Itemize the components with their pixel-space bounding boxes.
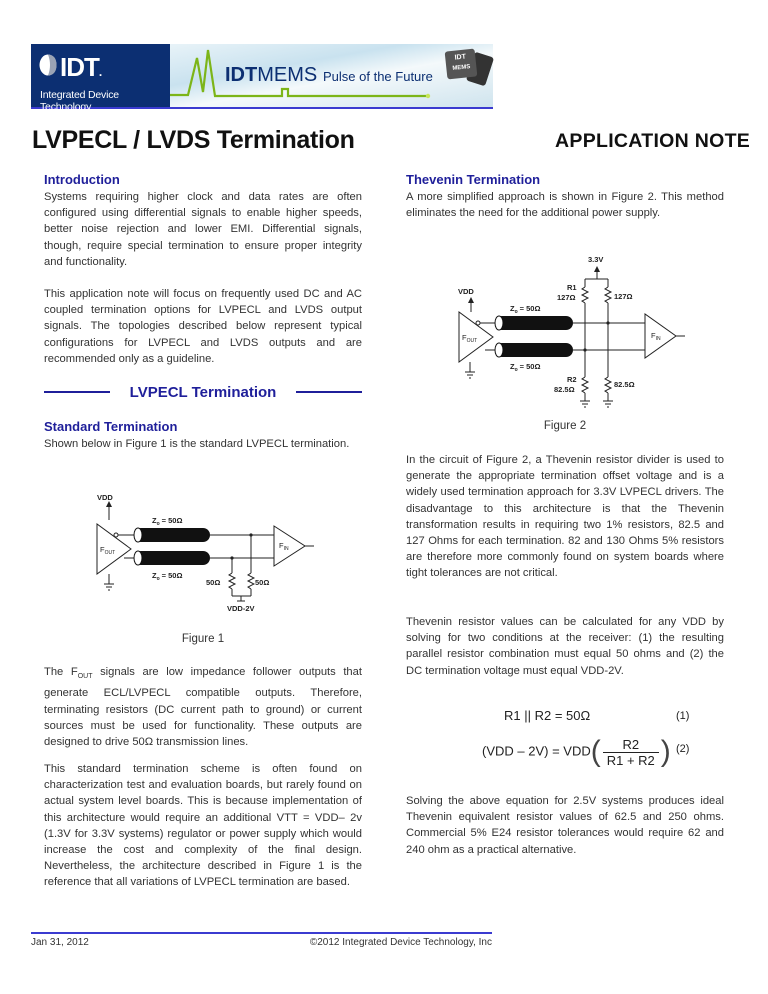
fin-label: $F_{IN}$ <box>651 331 661 342</box>
equation-2-lhs: (VDD – 2V) = VDD <box>482 743 591 759</box>
equation-1-number: (1) <box>676 710 690 722</box>
fout-label: $F_{OUT}$ <box>100 545 116 556</box>
page-title: LVPECL / LVDS Termination <box>32 126 355 154</box>
standard-termination-intro: Shown below in Figure 1 is the standard LVPECL termination. <box>44 438 350 450</box>
product-brand: IDTMEMS <box>225 64 318 86</box>
idt-logo-mark-icon <box>39 54 57 76</box>
chip-image-front <box>445 49 478 80</box>
chip-label-sub: MEMS <box>452 64 471 72</box>
logo-subtitle: Integrated Device Technology <box>40 89 119 113</box>
footer-copyright: ©2012 Integrated Device Technology, Inc <box>309 937 492 948</box>
thevenin-calc-paragraph: Thevenin resistor values can be calculated for any VDD by solving for two conditions at the receiver: (1) the resulting parallel resistor combination must equal 50 ohms and (2) the DC termination voltage must equal VDD-2V. <box>406 616 724 677</box>
impedance-label-bottom: $Z_o = 50\Omega$ <box>152 571 183 582</box>
standard-scheme-paragraph: This standard termination scheme is often found on characterization test and evaluation boards, but rarely found on actual system level boards. This is because implementation of this architecture would require an additional VTT = VDD– 2v (1.3V for 3.3V systems) regulator or power supply which would increase the cost and complexity of the final design. Nevertheless, the architecture described in Figure 1 is the reference that all variations of LVPECL termination are based. <box>44 763 362 889</box>
tagline: Pulse of the Future <box>323 69 433 84</box>
thevenin-intro: A more simplified approach is shown in Figure 2. This method eliminates the need for the additional power supply. <box>406 191 724 220</box>
fout-paragraph: The $F_{OUT}$ signals are low impedance follower outputs that generate ECL/LVPECL compatible outputs. Therefore, terminating resistors (DC current path to ground) or current sources must be used for functionality. These outputs are designed to drive 50Ω transmission lines. <box>44 666 362 749</box>
r2b-value: 82.5Ω <box>614 380 635 389</box>
r1-value: 127Ω <box>557 293 576 302</box>
equation-2-number: (2) <box>676 743 690 755</box>
heading-thevenin-termination: Thevenin Termination <box>406 172 541 187</box>
r1b-value: 127Ω <box>614 292 633 301</box>
thevenin-circuit-paragraph: In the circuit of Figure 2, a Thevenin resistor divider is used to generate the appropriate termination offset voltage and is a widely used termination approach for 3.3V LVPECL drivers. The disadvantage to this architecture is that the Thevenin transformation results in requiring two 1% resistors, 82.5 and 127 Ohms for each termination. 82 and 130 Ohms 5% resistors are therefore more commonly found on system boards where tight tolerances are not critical. <box>406 454 724 580</box>
fout-label: $F_{OUT}$ <box>462 333 478 344</box>
solution-paragraph: Solving the above equation for 2.5V systems produces ideal Thevenin equivalent resistor values of 62.5 and 250 ohms. Commercial 5% E24 resistor tolerances would require 62 and 240 ohm as a practical alternative. <box>406 795 724 856</box>
idt-logo <box>31 44 170 113</box>
paren-close: ) <box>660 735 671 768</box>
equation-1: R1 || R2 = 50Ω <box>504 708 591 723</box>
intro-paragraph-2: This application note will focus on frequently used DC and AC coupled termination options for LVPECL and LVDS output signals. The topologies described below represent typical configurations for LVPECL and LVDS outputs and are recommended only as a guideline. <box>44 288 362 365</box>
divider <box>296 391 362 393</box>
supply-label: 3.3V <box>588 255 604 264</box>
paren-open: ( <box>590 735 601 768</box>
section-heading-lvpecl <box>44 382 362 402</box>
header-banner <box>31 44 493 113</box>
impedance-label-top: $Z_o = 50\Omega$ <box>510 304 541 315</box>
impedance-label-bottom: $Z_o = 50\Omega$ <box>510 362 541 373</box>
r2-value: 82.5Ω <box>554 385 575 394</box>
fraction <box>603 737 659 768</box>
fraction-denominator: R1 + R2 <box>606 752 655 768</box>
logo-text: IDT. <box>60 52 102 82</box>
section-heading-label: LVPECL Termination <box>129 383 277 401</box>
figure-1-schematic <box>94 492 314 613</box>
divider <box>44 391 110 393</box>
impedance-label-top: $Z_o = 50\Omega$ <box>152 516 183 527</box>
r2-name: R2 <box>567 375 577 384</box>
resistor-left-label: 50Ω <box>206 578 221 587</box>
intro-paragraph-1: Systems requiring higher clock and data rates are often configured using differential signals to enable higher speeds, better noise rejection and lower EMI. Differential signals, though, require special termination to ensure proper integrity and functionality. <box>44 191 362 268</box>
fraction-numerator: R2 <box>603 737 659 753</box>
vdd-label: VDD <box>97 493 113 502</box>
footer-date: Jan 31, 2012 <box>31 937 89 948</box>
chip-label: IDT <box>454 53 467 62</box>
footer-divider <box>31 932 492 934</box>
r1-name: R1 <box>567 283 577 292</box>
vdd-label: VDD <box>458 287 474 296</box>
document-type: APPLICATION NOTE <box>555 130 751 152</box>
heading-standard-termination: Standard Termination <box>44 419 178 434</box>
vtt-label: VDD-2V <box>227 604 255 613</box>
product-banner <box>170 44 493 107</box>
resistor-right-label: 50Ω <box>255 578 270 587</box>
figure-2-caption: Figure 2 <box>543 420 587 432</box>
heading-introduction: Introduction <box>44 172 120 187</box>
fin-label: $F_{IN}$ <box>279 541 289 552</box>
equation-2 <box>482 735 671 769</box>
figure-1-caption: Figure 1 <box>181 633 225 645</box>
figure-2-schematic <box>455 254 685 414</box>
